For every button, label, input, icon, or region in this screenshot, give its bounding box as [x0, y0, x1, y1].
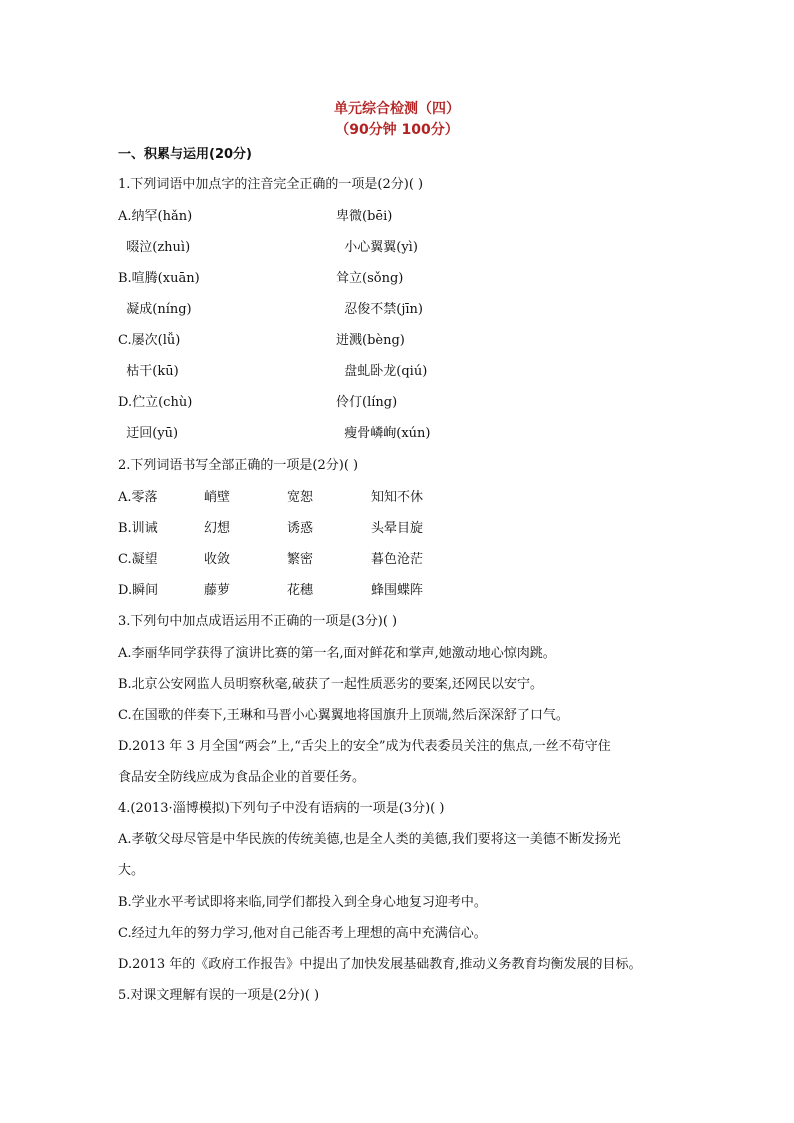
question-2-option-word: 藤萝	[204, 583, 231, 598]
question-2-option-word: B.训诫	[118, 521, 158, 536]
question-3-stem: 3.下列句中加点成语运用不正确的一项是(3分)( )	[118, 614, 398, 629]
question-2-option-word: 宽恕	[287, 490, 314, 505]
question-1-option-text: 啜泣(zhuì)	[118, 240, 191, 255]
question-2-option-word: 诱惑	[287, 521, 314, 536]
question-2-option-word: 蜂围蝶阵	[371, 583, 424, 598]
question-2-option-word: 收敛	[204, 552, 231, 567]
question-4-option-a-cont: 大。	[118, 863, 145, 878]
question-3-option-d: D.2013 年 3 月全国“两会”上,“舌尖上的安全”成为代表委员关注的焦点,一丝不苟守住	[118, 739, 611, 754]
question-3-option-a: A.李丽华同学获得了演讲比赛的第一名,面对鲜花和掌声,她激动地心惊肉跳。	[118, 646, 556, 661]
question-2-stem: 2.下列词语书写全部正确的一项是(2分)( )	[118, 458, 359, 473]
question-2-option-word: 头晕目旋	[371, 521, 424, 536]
question-1-option-text: 耸立(sǒng)	[336, 271, 404, 286]
question-1-stem: 1.下列词语中加点字的注音完全正确的一项是(2分)( )	[118, 177, 424, 192]
question-2-option-word: 花穗	[287, 583, 314, 598]
question-1-option-text: C.屡次(lǚ)	[118, 333, 181, 348]
exam-title: 单元综合检测（四）	[334, 101, 460, 117]
question-3-option-d-cont: 食品安全防线应成为食品企业的首要任务。	[118, 770, 366, 785]
question-4-option-b: B.学业水平考试即将来临,同学们都投入到全身心地复习迎考中。	[118, 895, 487, 910]
question-1-option-text: D.伫立(chù)	[118, 395, 193, 410]
question-2-option-word: 暮色沧茫	[371, 552, 424, 567]
question-1-option-text: 枯干(kū)	[118, 364, 179, 379]
question-4-option-d: D.2013 年的《政府工作报告》中提出了加快发展基础教育,推动义务教育均衡发展的目标。	[118, 957, 642, 972]
question-1-option-text: 忍俊不禁(jīn)	[336, 302, 423, 317]
question-4-option-a: A.孝敬父母尽管是中华民族的传统美德,也是全人类的美德,我们要将这一美德不断发扬光	[118, 832, 621, 847]
question-2-option-word: A.零落	[118, 490, 158, 505]
question-5-stem: 5.对课文理解有误的一项是(2分)( )	[118, 988, 320, 1003]
question-3-option-c: C.在国歌的伴奏下,王琳和马晋小心翼翼地将国旗升上顶端,然后深深舒了口气。	[118, 708, 569, 723]
question-2-option-word: 幻想	[204, 521, 231, 536]
question-1-option-text: 伶仃(líng)	[336, 395, 398, 410]
question-1-option-text: B.喧腾(xuān)	[118, 271, 200, 286]
question-4-stem: 4.(2013·淄博模拟)下列句子中没有语病的一项是(3分)( )	[118, 801, 445, 816]
question-2-option-word: 繁密	[287, 552, 314, 567]
question-1-option-text: 小心翼翼(yì)	[336, 240, 418, 255]
question-2-option-word: C.凝望	[118, 552, 158, 567]
question-2-option-word: D.瞬间	[118, 583, 159, 598]
question-1-option-text: 瘦骨嶙峋(xún)	[336, 426, 431, 441]
question-1-option-text: 卑微(bēi)	[336, 209, 393, 224]
question-1-option-text: 凝成(níng)	[118, 302, 192, 317]
question-2-option-word: 知知不休	[371, 490, 424, 505]
question-1-option-text: 盘虬卧龙(qiú)	[336, 364, 428, 379]
question-1-option-text: 迸溅(bèng)	[336, 333, 405, 348]
question-3-option-b: B.北京公安网监人员明察秋毫,破获了一起性质恶劣的要案,还网民以安宁。	[118, 677, 543, 692]
question-2-option-word: 峭壁	[204, 490, 231, 505]
exam-subtitle: （90分钟 100分）	[335, 122, 459, 138]
question-4-option-c: C.经过九年的努力学习,他对自己能否考上理想的高中充满信心。	[118, 926, 487, 941]
section-heading: 一、积累与运用(20分)	[118, 147, 252, 162]
question-1-option-text: 迂回(yū)	[118, 426, 179, 441]
question-1-option-text: A.纳罕(hǎn)	[118, 209, 193, 224]
